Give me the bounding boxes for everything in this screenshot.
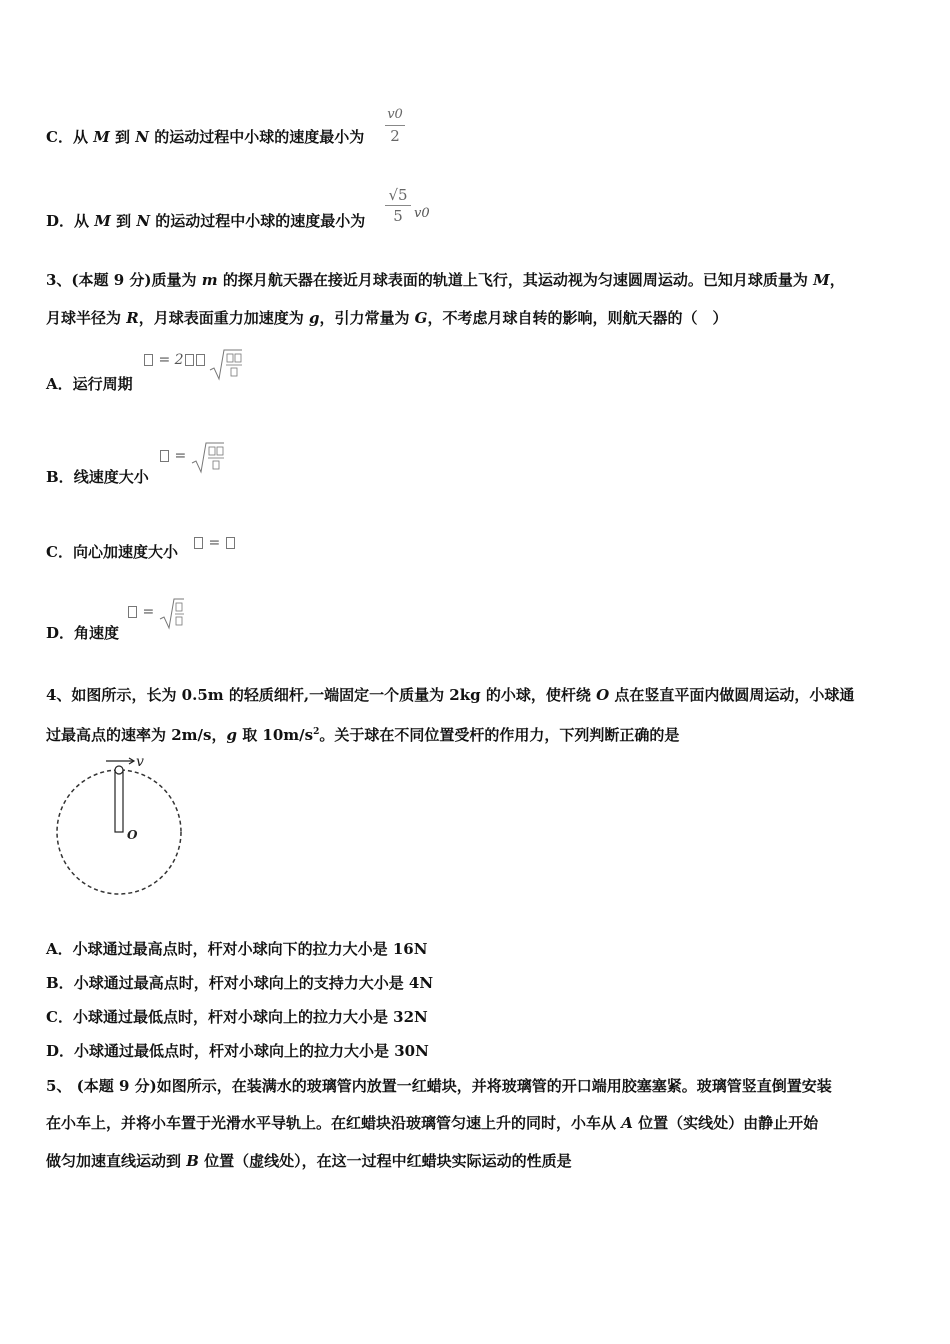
numerator: √5: [388, 186, 408, 204]
var-n: N: [136, 212, 151, 230]
v0-symbol: v0: [414, 206, 430, 221]
formula-angular-velocity: [127, 604, 154, 620]
denominator: 2: [390, 127, 400, 145]
text: 从: [72, 128, 94, 146]
text: 做匀加速直线运动到: [46, 1152, 187, 1170]
text: 过最高点的速率为 2m/s，: [46, 726, 227, 744]
text: ，不考虑月球自转的影响，则航天器的（ ）: [427, 309, 728, 327]
option-text: 小球通过最高点时，杆对小球向上的支持力大小是 4N: [73, 974, 434, 992]
text: 位置（虚线处），在这一过程中红蜡块实际运动的性质是: [198, 1152, 572, 1170]
q5-stem-line1: [46, 1076, 832, 1096]
option-text: 线速度大小: [73, 468, 149, 486]
sqrt-radical-icon: [208, 346, 244, 382]
placeholder-glyph: [194, 537, 203, 549]
option-text: 向心加速度大小: [72, 543, 178, 561]
var-g: g: [226, 726, 237, 744]
q5-stem-line3: [46, 1151, 572, 1171]
formula-period: [143, 352, 206, 368]
text: ，引力常量为: [319, 309, 415, 327]
var-g: g: [308, 309, 320, 327]
option-label: A．: [46, 375, 73, 393]
placeholder-glyph: [160, 450, 169, 462]
o-label: O: [127, 828, 138, 842]
option-label: C．: [46, 543, 73, 561]
fraction-bar: [385, 205, 411, 206]
fraction-v0-over-2: [385, 106, 405, 145]
q3-stem-line2: [46, 308, 728, 328]
text: 的运动过程中小球的速度最小为: [148, 128, 365, 146]
option-text: 小球通过最高点时，杆对小球向下的拉力大小是 16N: [72, 940, 428, 958]
formula-text: =: [174, 448, 187, 464]
option-label: C．: [46, 1008, 73, 1026]
text: 在小车上，并将小车置于光滑水平导轨上。在红蜡块沿玻璃管匀速上升的同时，小车从: [46, 1114, 622, 1132]
fraction-bar: [385, 125, 405, 126]
var-m: M: [94, 212, 111, 230]
superscript: 2: [313, 727, 320, 737]
text: 3、(本题 9 分)质量为: [46, 271, 202, 289]
q2-option-c: [46, 127, 364, 147]
option-label: D．: [46, 212, 75, 230]
rod-circle-figure: [50, 752, 190, 902]
var-m: m: [201, 271, 218, 289]
option-text: 运行周期: [72, 375, 133, 393]
text: ，月球表面重力加速度为: [138, 309, 309, 327]
var-M: M: [813, 271, 830, 289]
q4-option-c: [46, 1007, 428, 1027]
option-text: 小球通过最低点时，杆对小球向上的拉力大小是 32N: [72, 1008, 428, 1026]
var-m: M: [93, 128, 110, 146]
option-label: C．: [46, 128, 73, 146]
q3-option-c: [46, 542, 178, 562]
var-G: G: [414, 309, 428, 327]
text: 到: [109, 128, 136, 146]
option-label: B．: [46, 468, 74, 486]
var-n: N: [135, 128, 149, 146]
ball: [115, 766, 123, 774]
text: 取 10m/s: [236, 726, 314, 744]
text: 4、如图所示，长为 0.5m 的轻质细杆,一端固定一个质量为 2kg 的小球，使杆绕: [46, 686, 597, 704]
q4-stem-line2: [46, 722, 679, 745]
var-B: B: [186, 1152, 199, 1170]
text: ，: [829, 271, 845, 289]
placeholder-glyph: [144, 354, 153, 366]
text: 到: [110, 212, 137, 230]
text: 从: [74, 212, 95, 230]
formula-acceleration: [193, 535, 236, 551]
option-label: A．: [46, 940, 73, 958]
var-O: O: [596, 686, 610, 704]
placeholder-glyph: [185, 354, 194, 366]
formula-text: = 2: [158, 352, 184, 368]
formula-velocity: [159, 448, 186, 464]
var-A: A: [621, 1114, 633, 1132]
q3-stem-line1: [46, 270, 845, 290]
text: 的运动过程中小球的速度最小为: [150, 212, 366, 230]
text: 月球半径为: [46, 309, 127, 327]
fraction-sqrt5-over-5: [385, 186, 411, 225]
text: 点在竖直平面内做圆周运动，小球通: [609, 686, 855, 704]
q3-option-a: [46, 374, 133, 394]
text: 位置（实线处）由静止开始: [632, 1114, 819, 1132]
option-label: B．: [46, 974, 74, 992]
denominator: 5: [393, 207, 403, 225]
option-label: D．: [46, 624, 75, 642]
text: 5、 (本题 9 分)如图所示，在装满水的玻璃管内放置一红蜡块，并将玻璃管的开口端用胶塞塞紧。玻璃管竖直倒置安装: [46, 1077, 832, 1095]
formula-text: =: [208, 535, 221, 551]
sqrt-radical-icon: [190, 439, 226, 475]
rod: [115, 770, 123, 832]
option-label: D．: [46, 1042, 75, 1060]
q5-stem-line2: [46, 1113, 818, 1133]
q3-option-d: [46, 623, 119, 643]
q4-option-b: [46, 973, 433, 993]
placeholder-glyph: [196, 354, 205, 366]
option-text: 小球通过最低点时，杆对小球向上的拉力大小是 30N: [74, 1042, 429, 1060]
formula-text: =: [142, 604, 155, 620]
q4-option-d: [46, 1041, 429, 1061]
q4-stem-line1: [46, 685, 854, 705]
text: 。关于球在不同位置受杆的作用力，下列判断正确的是: [319, 726, 680, 744]
q4-option-a: [46, 939, 427, 959]
text: 的探月航天器在接近月球表面的轨道上飞行，其运动视为匀速圆周运动。已知月球质量为: [217, 271, 814, 289]
placeholder-glyph: [128, 606, 137, 618]
q3-option-b: [46, 467, 149, 487]
v-label: v: [136, 754, 144, 770]
numerator: v0: [387, 107, 403, 122]
q2-option-d: [46, 211, 365, 231]
var-R: R: [126, 309, 139, 327]
option-text: 角速度: [74, 624, 120, 642]
placeholder-glyph: [226, 537, 235, 549]
sqrt-radical-icon: [158, 595, 186, 631]
